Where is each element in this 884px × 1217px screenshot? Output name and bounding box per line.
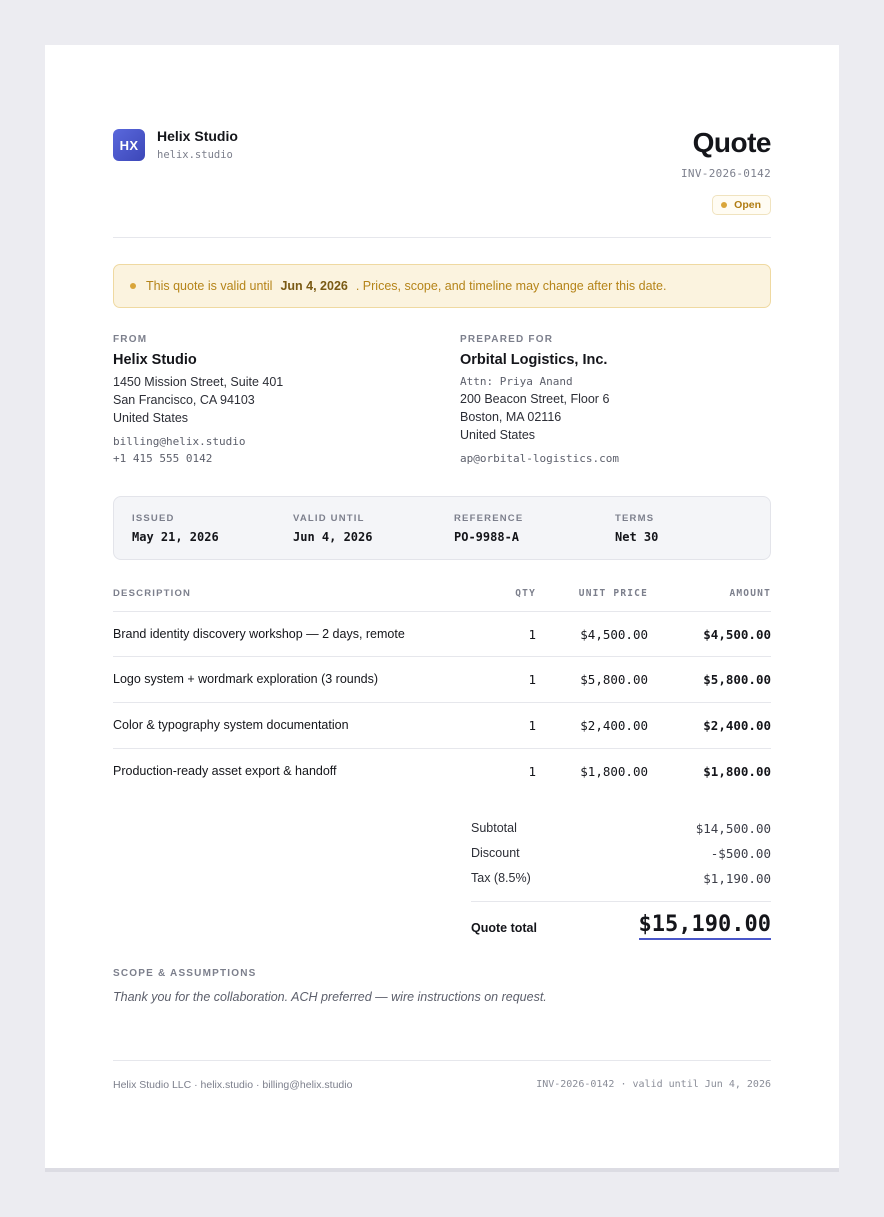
- document-number: INV-2026-0142: [681, 167, 771, 180]
- meta-terms: [615, 513, 658, 544]
- quote-meta: [113, 496, 771, 560]
- row-description: Production-ready asset export & handoff: [113, 764, 337, 778]
- client-email: ap@orbital-logistics.com: [460, 452, 619, 465]
- quote-total-value: $15,190.00: [639, 912, 771, 940]
- notice-date: Jun 4, 2026: [280, 279, 348, 293]
- meta-label: ISSUED: [132, 513, 175, 524]
- client-address-line: United States: [460, 428, 536, 442]
- row-unit-price: $1,800.00: [580, 764, 648, 779]
- table-row: [113, 748, 771, 794]
- client-address-line: Boston, MA 02116: [460, 410, 562, 424]
- quote-sheet: [45, 45, 839, 1168]
- meta-reference: [454, 513, 523, 544]
- from-label: FROM: [113, 334, 148, 345]
- row-amount: $1,800.00: [703, 764, 771, 779]
- from-email: billing@helix.studio: [113, 435, 246, 448]
- footer-reference: INV-2026-0142 · valid until Jun 4, 2026: [536, 1079, 771, 1090]
- status-label: Open: [734, 199, 761, 211]
- document-title: Quote: [692, 127, 771, 158]
- footer-company: Helix Studio LLC · helix.studio · billing@helix.studio: [113, 1079, 353, 1091]
- table-row: [113, 656, 771, 702]
- column-header-qty: QTY: [515, 588, 536, 599]
- row-description: Logo system + wordmark exploration (3 rounds): [113, 672, 379, 686]
- from-name: Helix Studio: [113, 352, 197, 368]
- row-qty: 1: [528, 672, 536, 687]
- prepared-for-block: [460, 334, 780, 467]
- column-header-description: DESCRIPTION: [113, 588, 192, 599]
- row-amount: $2,400.00: [703, 718, 771, 733]
- from-phone: +1 415 555 0142: [113, 452, 213, 465]
- discount-value: -$500.00: [710, 846, 771, 861]
- row-qty: 1: [528, 627, 536, 642]
- notice-dot-icon: [130, 283, 136, 289]
- from-block: [113, 334, 433, 467]
- notes-text: Thank you for the collaboration. ACH preferred — wire instructions on request.: [113, 990, 547, 1004]
- meta-label: TERMS: [615, 513, 655, 524]
- header-divider: [113, 237, 771, 238]
- notice-suffix: . Prices, scope, and timeline may change after this date.: [355, 279, 667, 293]
- validity-notice: [113, 264, 771, 308]
- row-unit-price: $4,500.00: [580, 627, 648, 642]
- row-qty: 1: [528, 718, 536, 733]
- quote-total-label: Quote total: [471, 921, 537, 935]
- discount-label: Discount: [471, 846, 520, 860]
- from-address-line: 1450 Mission Street, Suite 401: [113, 375, 284, 389]
- client-address-line: 200 Beacon Street, Floor 6: [460, 392, 610, 406]
- notes-label: SCOPE & ASSUMPTIONS: [113, 968, 257, 979]
- meta-valid-until: [293, 513, 372, 544]
- row-qty: 1: [528, 764, 536, 779]
- row-unit-price: $5,800.00: [580, 672, 648, 687]
- brand-logo: HX: [113, 129, 145, 161]
- from-address-line: United States: [113, 411, 189, 425]
- row-amount: $4,500.00: [703, 627, 771, 642]
- tax-label: Tax (8.5%): [471, 871, 531, 885]
- column-header-amount: AMOUNT: [729, 588, 771, 599]
- brand-name: Helix Studio: [157, 128, 238, 144]
- client-attn: Attn: Priya Anand: [460, 375, 573, 388]
- totals-divider: [471, 901, 771, 902]
- brand-domain: helix.studio: [157, 149, 233, 161]
- meta-value: Jun 4, 2026: [293, 530, 373, 544]
- meta-label: VALID UNTIL: [293, 513, 365, 524]
- meta-value: Net 30: [615, 530, 659, 544]
- row-description: Brand identity discovery workshop — 2 days, remote: [113, 627, 405, 641]
- row-amount: $5,800.00: [703, 672, 771, 687]
- row-description: Color & typography system documentation: [113, 718, 349, 732]
- meta-label: REFERENCE: [454, 513, 524, 524]
- footer-divider: [113, 1060, 771, 1061]
- meta-value: PO-9988-A: [454, 530, 520, 544]
- table-row: [113, 611, 771, 657]
- client-name: Orbital Logistics, Inc.: [460, 352, 608, 368]
- subtotal-label: Subtotal: [471, 821, 517, 835]
- tax-value: $1,190.00: [703, 871, 771, 886]
- notice-prefix: This quote is valid until: [146, 279, 273, 293]
- from-address-line: San Francisco, CA 94103: [113, 393, 255, 407]
- table-row: [113, 702, 771, 748]
- meta-value: May 21, 2026: [132, 530, 219, 544]
- meta-issued: [132, 513, 219, 544]
- status-dot-icon: [721, 202, 727, 208]
- subtotal-value: $14,500.00: [695, 821, 771, 836]
- status-badge: [712, 195, 771, 215]
- column-header-unit-price: UNIT PRICE: [578, 588, 648, 599]
- row-unit-price: $2,400.00: [580, 718, 648, 733]
- prepared-for-label: PREPARED FOR: [460, 334, 554, 345]
